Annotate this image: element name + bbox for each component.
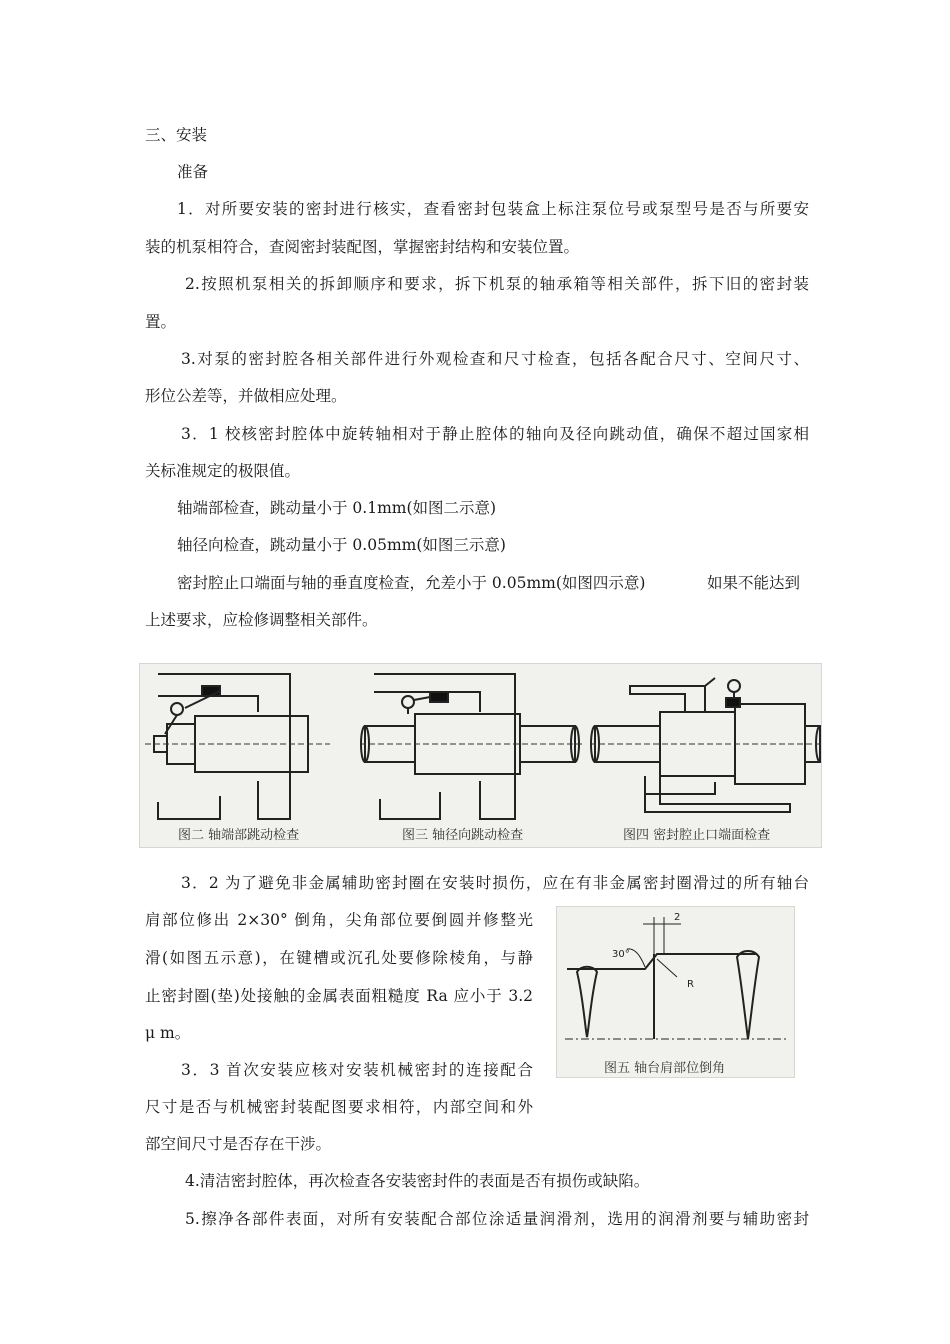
paragraph-2-line-2: 置。 [145,313,177,331]
paragraph-3-3-line-2: 尺寸是否与机械密封装配图要求相符，内部空间和外 [145,1098,533,1116]
figure-2-caption: 图二 轴端部跳动检查 [178,828,300,843]
figure-panel-2-3-4 [139,663,822,848]
paragraph-3-1-line-2: 关标准规定的极限值。 [145,462,301,480]
fig5-radius-label: R [687,979,694,990]
perpendicularity-text-line-2: 上述要求，应检修调整相关部件。 [145,611,378,629]
figure-3-caption: 图三 轴径向跳动检查 [402,828,524,843]
paragraph-3-3-line-1: 3．3 首次安装应核对安装机械密封的连接配合 [181,1061,533,1079]
paragraph-3-2-line-1: 3．2 为了避免非金属辅助密封圈在安装时损伤，应在有非金属密封圈滑过的所有轴台 [181,874,809,892]
axial-check-text: 轴端部检查，跳动量小于 0.1mm(如图二示意) [177,499,497,517]
fig5-dim-label: 2 [674,912,681,923]
subsection-heading: 准备 [177,163,209,181]
paragraph-3-2-line-2: 肩部位修出 2×30° 倒角，尖角部位要倒圆并修整光 [145,911,533,929]
paragraph-2-line-1: 2.按照机泵相关的拆卸顺序和要求，拆下机泵的轴承箱等相关部件，拆下旧的密封装 [185,275,809,293]
section-heading: 三、安装 [145,126,208,144]
paragraph-3-2-line-5: μ m。 [145,1024,191,1042]
paragraph-3-line-1: 3.对泵的密封腔各相关部件进行外观检查和尺寸检查，包括各配合尺寸、空间尺寸、 [181,350,809,368]
figure-5-panel [556,906,795,1078]
fig5-angle-label: 30° [612,949,630,960]
paragraph-3-2-line-4: 止密封圈(垫)处接触的金属表面粗糙度 Ra 应小于 3.2 [145,987,533,1005]
paragraph-1-line-1: 1．对所要安装的密封进行核实，查看密封包装盒上标注泵位号或泵型号是否与所要安 [177,200,809,218]
paragraph-1-line-2: 装的机泵相符合，查阅密封装配图，掌握密封结构和安装位置。 [145,238,580,256]
paragraph-3-line-2: 形位公差等，并做相应处理。 [145,387,347,405]
paragraph-3-1-line-1: 3．1 校核密封腔体中旋转轴相对于静止腔体的轴向及径向跳动值，确保不超过国家相 [181,425,809,443]
paragraph-3-2-line-3: 滑(如图五示意)，在键槽或沉孔处要修除棱角，与静 [145,949,533,967]
perpendicularity-text-a: 密封腔止口端面与轴的垂直度检查，允差小于 0.05mm(如图四示意) [177,574,646,592]
shoulder-chamfer-diagram [557,907,794,1077]
paragraph-3-3-line-3: 部空间尺寸是否存在干涉。 [145,1135,332,1153]
paragraph-5-line-1: 5.擦净各部件表面，对所有安装配合部位涂适量润滑剂，选用的润滑剂要与辅助密封 [185,1210,809,1228]
radial-check-text: 轴径向检查，跳动量小于 0.05mm(如图三示意) [177,536,506,554]
perpendicularity-text-b: 如果不能达到 [707,574,801,592]
figure-4-caption: 图四 密封腔止口端面检查 [623,828,771,843]
figure-5-caption: 图五 轴台肩部位倒角 [604,1061,726,1076]
paragraph-4: 4.清洁密封腔体，再次检查各安装密封件的表面是否有损伤或缺陷。 [185,1172,650,1190]
runout-check-diagrams [140,664,821,847]
